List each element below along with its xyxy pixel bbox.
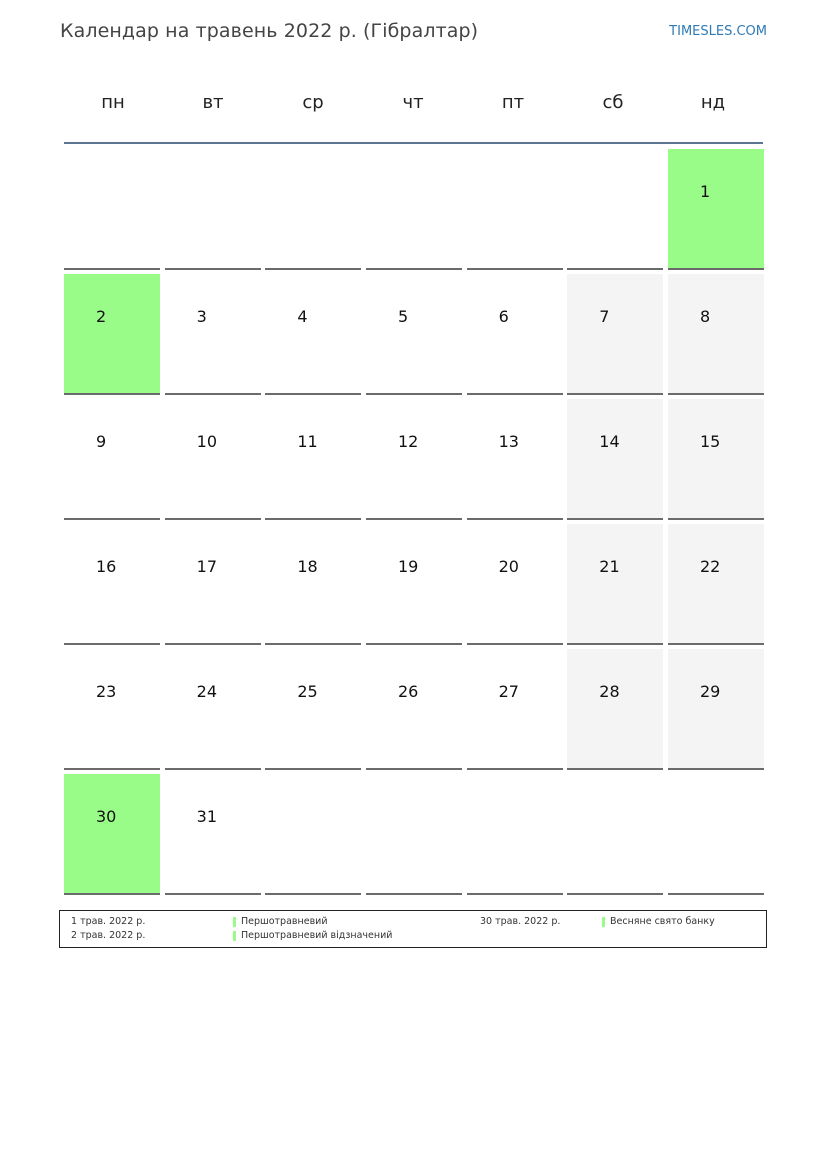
calendar-day-cell	[165, 774, 261, 895]
page-title: Календар на травень 2022 р. (Гібралтар)	[60, 20, 479, 42]
day-number: 15	[699, 432, 721, 451]
day-number: 19	[397, 557, 419, 576]
legend-holiday-name: Першотравневий	[241, 916, 328, 927]
calendar-day-cell	[567, 649, 663, 770]
calendar-day-cell	[165, 649, 261, 770]
day-number: 25	[297, 682, 318, 701]
legend-holiday-name: Першотравневий відзначений	[241, 930, 393, 941]
weekday-label: нд	[700, 92, 726, 113]
day-number: 26	[397, 682, 419, 701]
day-number: 10	[196, 432, 218, 451]
day-number: 4	[297, 307, 308, 326]
calendar-day-cell	[567, 274, 663, 395]
empty-day-cell	[467, 149, 563, 270]
calendar-day-cell	[64, 524, 160, 645]
calendar-day-cell	[64, 399, 160, 520]
day-number: 30	[96, 807, 117, 826]
calendar-day-cell	[165, 524, 261, 645]
calendar-day-cell	[366, 524, 462, 645]
weekday-label: чт	[402, 92, 424, 113]
day-number: 17	[196, 557, 218, 576]
day-number: 2	[96, 307, 107, 326]
day-number: 11	[297, 432, 318, 451]
day-number: 12	[397, 432, 419, 451]
calendar-day-cell	[366, 399, 462, 520]
calendar-day-cell	[366, 649, 462, 770]
calendar-day-cell	[64, 649, 160, 770]
day-number: 22	[699, 557, 721, 576]
calendar-day-cell	[668, 524, 764, 645]
calendar-day-cell	[668, 274, 764, 395]
calendar-day-cell	[668, 399, 764, 520]
day-number: 7	[599, 307, 610, 326]
day-number: 28	[599, 682, 620, 701]
day-number: 23	[96, 682, 117, 701]
empty-day-cell	[366, 149, 462, 270]
calendar-day-cell	[165, 274, 261, 395]
calendar-day-cell	[366, 274, 462, 395]
calendar-day-cell	[64, 274, 160, 395]
legend-color-marker	[602, 917, 605, 927]
day-number: 16	[96, 557, 117, 576]
day-number: 9	[96, 432, 107, 451]
day-number: 3	[196, 307, 207, 326]
weekday-label: пн	[101, 92, 125, 113]
legend-holiday-name: Весняне свято банку	[610, 916, 715, 927]
calendar-day-cell	[265, 649, 361, 770]
calendar-day-cell	[467, 524, 563, 645]
day-number: 14	[599, 432, 620, 451]
legend-color-marker	[233, 931, 236, 941]
calendar-day-cell	[467, 649, 563, 770]
legend-date: 1 трав. 2022 р.	[71, 916, 146, 927]
empty-day-cell	[567, 149, 663, 270]
day-number: 29	[699, 682, 721, 701]
empty-day-cell	[265, 774, 361, 895]
day-number: 27	[498, 682, 519, 701]
holiday-legend	[59, 910, 767, 948]
weekday-label: сб	[602, 92, 624, 113]
legend-date: 30 трав. 2022 р.	[480, 916, 561, 927]
weekday-header	[63, 92, 763, 113]
calendar-day-cell	[567, 399, 663, 520]
day-number: 21	[599, 557, 620, 576]
day-number: 1	[699, 182, 711, 201]
weekday-label: ср	[302, 92, 324, 113]
calendar-day-cell	[668, 149, 764, 270]
calendar-day-cell	[668, 649, 764, 770]
calendar-day-cell	[165, 399, 261, 520]
calendar-day-cell	[467, 274, 563, 395]
empty-day-cell	[64, 149, 160, 270]
legend-color-marker	[233, 917, 236, 927]
calendar-day-cell	[265, 274, 361, 395]
site-link[interactable]: TIMESLES.COM	[669, 24, 767, 39]
day-number: 31	[196, 807, 218, 826]
calendar-day-cell	[467, 399, 563, 520]
header-divider	[64, 142, 763, 144]
day-number: 13	[498, 432, 519, 451]
calendar-day-cell	[265, 524, 361, 645]
weekday-label: вт	[202, 92, 224, 113]
empty-day-cell	[567, 774, 663, 895]
day-number: 18	[297, 557, 318, 576]
calendar-day-cell	[567, 524, 663, 645]
empty-day-cell	[668, 774, 764, 895]
empty-day-cell	[366, 774, 462, 895]
day-number: 8	[699, 307, 711, 326]
calendar-grid	[64, 149, 764, 895]
empty-day-cell	[165, 149, 261, 270]
day-number: 5	[397, 307, 409, 326]
weekday-label: пт	[501, 92, 525, 113]
calendar-day-cell	[265, 399, 361, 520]
legend-date: 2 трав. 2022 р.	[71, 930, 146, 941]
calendar-day-cell	[64, 774, 160, 895]
day-number: 20	[498, 557, 519, 576]
day-number: 24	[196, 682, 218, 701]
empty-day-cell	[265, 149, 361, 270]
empty-day-cell	[467, 774, 563, 895]
day-number: 6	[498, 307, 509, 326]
